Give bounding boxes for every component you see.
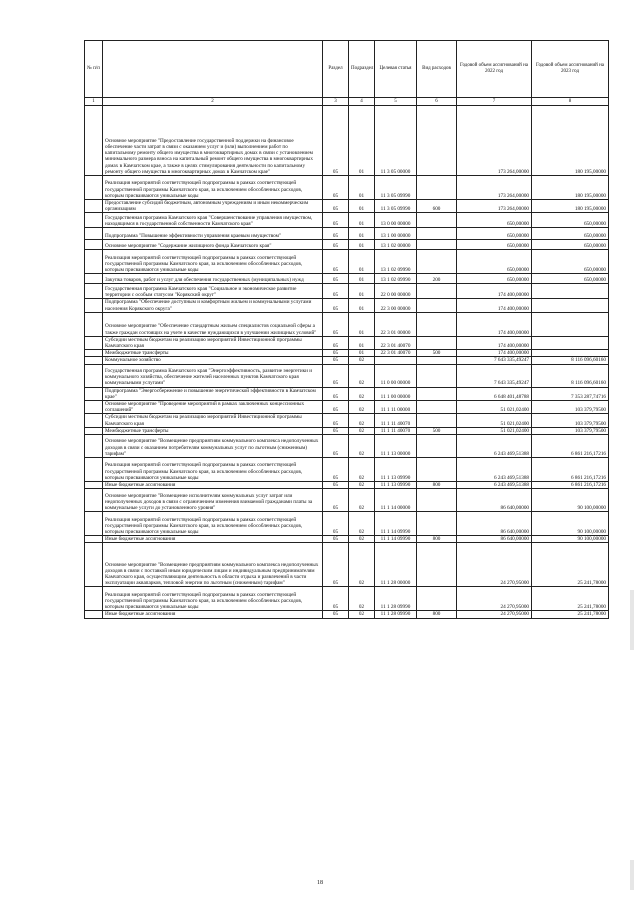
- row-name-cell: Подпрограмма "Обеспечение доступным и комфортным жильем и коммунальными услугами населения Корякского округа": [103, 299, 323, 312]
- row-vid-cell: [417, 401, 457, 414]
- row-article-cell: 11 1 11 40070: [375, 427, 417, 434]
- row-2023-cell: [532, 299, 609, 312]
- row-2023-cell: 103 379,79500: [532, 401, 609, 414]
- row-article-cell: 11 1 00 00000: [375, 387, 417, 400]
- row-razdel-cell: 05: [323, 250, 349, 274]
- row-podrazdel-cell: 01: [349, 336, 375, 349]
- row-article-cell: 11 3 05 00000: [375, 106, 417, 176]
- row-article-cell: 11 3 05 09990: [375, 176, 417, 200]
- table-row: [85, 512, 609, 536]
- row-2022-cell: 650,00000: [457, 228, 532, 240]
- row-2023-cell: 6 861 216,17216: [532, 458, 609, 482]
- table-row: [85, 228, 609, 240]
- row-number-cell: [85, 240, 103, 250]
- row-vid-cell: [417, 228, 457, 240]
- row-article-cell: 11 1 11 40070: [375, 414, 417, 427]
- row-podrazdel-cell: 02: [349, 357, 375, 364]
- row-name-cell: Межбюджетные трансферты: [103, 350, 323, 357]
- row-vid-cell: [417, 435, 457, 458]
- row-number-cell: [85, 414, 103, 427]
- table-row: [85, 611, 609, 618]
- row-vid-cell: 800: [417, 482, 457, 489]
- row-2022-cell: 174 400,00000: [457, 312, 532, 336]
- row-razdel-cell: 05: [323, 284, 349, 299]
- row-vid-cell: [417, 299, 457, 312]
- row-number-cell: [85, 512, 103, 536]
- row-2022-cell: 24 270,95000: [457, 611, 532, 618]
- row-podrazdel-cell: 02: [349, 587, 375, 611]
- row-razdel-cell: 05: [323, 176, 349, 200]
- table-row: [85, 435, 609, 458]
- row-article-cell: 11 1 13 00000: [375, 435, 417, 458]
- row-razdel-cell: 05: [323, 312, 349, 336]
- row-number-cell: [85, 312, 103, 336]
- row-razdel-cell: 05: [323, 482, 349, 489]
- row-name-cell: Реализация мероприятий соответствующей подпрограммы в рамках соответствующей государственной программы Камчатского края, за исключением обособленных расходов, которым присваиваются уникальные коды: [103, 512, 323, 536]
- row-podrazdel-cell: 01: [349, 106, 375, 176]
- row-podrazdel-cell: 01: [349, 274, 375, 284]
- row-name-cell: Государственная программа Камчатского края "Энергоэффективность, развитие энергетики и коммунального хозяйства, обеспечение жителей населенных пунктов Камчатского края коммунальными услугами": [103, 364, 323, 387]
- row-2022-cell: 174 400,00000: [457, 336, 532, 349]
- row-podrazdel-cell: 01: [349, 200, 375, 213]
- row-2023-cell: 6 861 216,17216: [532, 482, 609, 489]
- budget-table: [84, 40, 609, 619]
- row-number-cell: [85, 435, 103, 458]
- row-vid-cell: [417, 106, 457, 176]
- row-razdel-cell: 05: [323, 536, 349, 543]
- row-name-cell: Закупка товаров, работ и услуг для обеспечения государственных (муниципальных) нужд: [103, 274, 323, 284]
- row-article-cell: 11 1 14 09990: [375, 536, 417, 543]
- header-article: Целевая статья: [375, 41, 417, 98]
- row-podrazdel-cell: 02: [349, 401, 375, 414]
- row-name-cell: Субсидии местным бюджетам на реализацию мероприятий Инвестиционной программы Камчатского края: [103, 414, 323, 427]
- row-name-cell: Подпрограмма "Повышение эффективности управления краевым имуществом": [103, 228, 323, 240]
- row-2022-cell: 51 021,02400: [457, 401, 532, 414]
- row-vid-cell: [417, 489, 457, 512]
- table-row: [85, 350, 609, 357]
- row-razdel-cell: 05: [323, 427, 349, 434]
- row-vid-cell: 200: [417, 274, 457, 284]
- row-2022-cell: 6 243 469,51388: [457, 458, 532, 482]
- row-number-cell: [85, 427, 103, 434]
- row-number-cell: [85, 213, 103, 228]
- table-row: [85, 587, 609, 611]
- row-2023-cell: 103 379,79500: [532, 427, 609, 434]
- row-article-cell: 11 1 28 09990: [375, 587, 417, 611]
- row-razdel-cell: 05: [323, 512, 349, 536]
- table-body: [85, 106, 609, 619]
- row-podrazdel-cell: 01: [349, 312, 375, 336]
- row-2023-cell: 103 379,79500: [532, 414, 609, 427]
- table-row: [85, 482, 609, 489]
- table-row: [85, 299, 609, 312]
- row-podrazdel-cell: 02: [349, 489, 375, 512]
- row-name-cell: Основное мероприятие "Обеспечение стандартным жильем специалистов социальной сферы а также граждан состоящих на учете в качестве нуждающихся в улучшении жилищных условий": [103, 312, 323, 336]
- row-number-cell: [85, 106, 103, 176]
- row-razdel-cell: 05: [323, 228, 349, 240]
- table-row: [85, 536, 609, 543]
- row-article-cell: 13 1 02 00000: [375, 240, 417, 250]
- row-vid-cell: [417, 512, 457, 536]
- header-vid: Вид расходов: [417, 41, 457, 98]
- row-razdel-cell: 05: [323, 611, 349, 618]
- row-podrazdel-cell: 02: [349, 482, 375, 489]
- row-razdel-cell: 05: [323, 357, 349, 364]
- header-podrazdel: Подраздел: [349, 41, 375, 98]
- table-row: [85, 357, 609, 364]
- row-2022-cell: 6 648 401,48788: [457, 387, 532, 400]
- row-vid-cell: [417, 213, 457, 228]
- row-vid-cell: [417, 414, 457, 427]
- row-2022-cell: 174 400,00000: [457, 350, 532, 357]
- row-article-cell: 11 1 14 00000: [375, 489, 417, 512]
- row-vid-cell: [417, 387, 457, 400]
- row-name-cell: Подпрограмма "Энергосбережение и повышение энергетической эффективности в Камчатском крае": [103, 387, 323, 400]
- index-cell: 8: [532, 98, 609, 106]
- header-razdel: Раздел: [323, 41, 349, 98]
- row-article-cell: 11 0 00 00000: [375, 364, 417, 387]
- row-article-cell: 11 1 13 09990: [375, 458, 417, 482]
- row-article-cell: 13 1 02 09990: [375, 274, 417, 284]
- row-name-cell: Основное мероприятие "Проведение мероприятий в рамках заключенных концессионных соглашений": [103, 401, 323, 414]
- row-2022-cell: 173 264,00000: [457, 200, 532, 213]
- index-cell: 4: [349, 98, 375, 106]
- row-razdel-cell: 05: [323, 364, 349, 387]
- row-vid-cell: 600: [417, 200, 457, 213]
- row-2022-cell: 174 400,00000: [457, 284, 532, 299]
- row-2023-cell: 25 241,78000: [532, 611, 609, 618]
- table-row: [85, 312, 609, 336]
- table-row: [85, 200, 609, 213]
- row-podrazdel-cell: 01: [349, 250, 375, 274]
- column-index-row: [85, 98, 609, 106]
- scan-edge-mark: [630, 590, 634, 650]
- row-2023-cell: 650,00000: [532, 228, 609, 240]
- row-article-cell: 22 3 00 00000: [375, 299, 417, 312]
- row-2023-cell: [532, 336, 609, 349]
- row-razdel-cell: 05: [323, 106, 349, 176]
- table-row: [85, 543, 609, 587]
- row-podrazdel-cell: 01: [349, 176, 375, 200]
- row-2022-cell: 7 643 335,49247: [457, 357, 532, 364]
- row-vid-cell: 500: [417, 427, 457, 434]
- row-razdel-cell: 05: [323, 489, 349, 512]
- row-2023-cell: 180 195,00000: [532, 200, 609, 213]
- index-cell: 1: [85, 98, 103, 106]
- row-razdel-cell: 05: [323, 299, 349, 312]
- row-number-cell: [85, 284, 103, 299]
- row-2022-cell: 6 243 469,51388: [457, 482, 532, 489]
- row-article-cell: 13 1 02 09990: [375, 250, 417, 274]
- table-row: [85, 458, 609, 482]
- row-number-cell: [85, 458, 103, 482]
- row-article-cell: 22 0 00 00000: [375, 284, 417, 299]
- header-2023: Годовой объем ассигнований на 2023 год: [532, 41, 609, 98]
- row-2022-cell: 86 640,00000: [457, 512, 532, 536]
- row-razdel-cell: 05: [323, 587, 349, 611]
- row-2022-cell: 650,00000: [457, 240, 532, 250]
- row-name-cell: Коммунальное хозяйство: [103, 357, 323, 364]
- table-row: [85, 240, 609, 250]
- row-razdel-cell: 05: [323, 414, 349, 427]
- row-2023-cell: 180 195,00000: [532, 176, 609, 200]
- row-name-cell: Иные бюджетные ассигнования: [103, 536, 323, 543]
- row-2023-cell: 25 241,78000: [532, 587, 609, 611]
- row-number-cell: [85, 250, 103, 274]
- row-2023-cell: 90 100,00000: [532, 489, 609, 512]
- row-podrazdel-cell: 01: [349, 240, 375, 250]
- row-article-cell: 11 3 05 09990: [375, 200, 417, 213]
- row-2022-cell: 173 264,00000: [457, 106, 532, 176]
- row-name-cell: Иные бюджетные ассигнования: [103, 482, 323, 489]
- row-number-cell: [85, 364, 103, 387]
- header-row: [85, 41, 609, 98]
- row-razdel-cell: 05: [323, 274, 349, 284]
- row-vid-cell: [417, 543, 457, 587]
- row-podrazdel-cell: 01: [349, 228, 375, 240]
- row-article-cell: 11 1 28 00000: [375, 543, 417, 587]
- row-2022-cell: 650,00000: [457, 250, 532, 274]
- row-article-cell: 11 1 13 09990: [375, 482, 417, 489]
- row-razdel-cell: 05: [323, 401, 349, 414]
- row-name-cell: Основное мероприятие "Содержание жилищного фонда Камчатского края": [103, 240, 323, 250]
- row-number-cell: [85, 536, 103, 543]
- row-2022-cell: 173 264,00000: [457, 176, 532, 200]
- header-num: № п/п: [85, 41, 103, 98]
- row-number-cell: [85, 299, 103, 312]
- row-2022-cell: 650,00000: [457, 213, 532, 228]
- row-name-cell: Реализация мероприятий соответствующей подпрограммы в рамках соответствующей государственной программы Камчатского края, за исключением обособленных расходов, которым присваиваются уникальные коды: [103, 176, 323, 200]
- table-row: [85, 364, 609, 387]
- row-2023-cell: 7 353 287,74716: [532, 387, 609, 400]
- row-name-cell: Межбюджетные трансферты: [103, 427, 323, 434]
- row-podrazdel-cell: 01: [349, 284, 375, 299]
- table-row: [85, 427, 609, 434]
- row-podrazdel-cell: 02: [349, 427, 375, 434]
- table-row: [85, 336, 609, 349]
- row-vid-cell: [417, 357, 457, 364]
- row-article-cell: 22 3 01 40070: [375, 350, 417, 357]
- row-article-cell: 22 3 01 40070: [375, 336, 417, 349]
- row-2022-cell: 51 021,02400: [457, 414, 532, 427]
- row-article-cell: 22 3 01 00000: [375, 312, 417, 336]
- row-article-cell: 13 0 00 00000: [375, 213, 417, 228]
- row-vid-cell: 500: [417, 350, 457, 357]
- index-cell: 3: [323, 98, 349, 106]
- row-name-cell: Основное мероприятие "Предоставление государственной поддержки на финансовое обеспечение части затрат в связи с оказанием услуг и (или) выполнением работ по капитальному ремонту общего имущества в многоквартирных домах в связи с установлением минимального размера взноса на капитальный ремонт общего имущества в многоквартирных домах в Камчатском крае, а также в целях стимулирования деятельности по капитальному ремонту общего имущества в многоквартирных домах в Камчатском крае": [103, 106, 323, 176]
- row-vid-cell: [417, 250, 457, 274]
- row-name-cell: Государственная программа Камчатского края "Совершенствование управления имуществом, находящимся в государственной собственности Камчатского края": [103, 213, 323, 228]
- row-podrazdel-cell: 02: [349, 611, 375, 618]
- row-2023-cell: [532, 312, 609, 336]
- index-cell: 7: [457, 98, 532, 106]
- table-row: [85, 274, 609, 284]
- row-number-cell: [85, 176, 103, 200]
- index-cell: 5: [375, 98, 417, 106]
- index-cell: 2: [103, 98, 323, 106]
- row-vid-cell: [417, 458, 457, 482]
- row-2023-cell: [532, 350, 609, 357]
- header-2022: Годовой объем ассигнований на 2022 год: [457, 41, 532, 98]
- row-2022-cell: 6 243 469,51388: [457, 435, 532, 458]
- row-2022-cell: 51 021,02400: [457, 427, 532, 434]
- row-vid-cell: [417, 240, 457, 250]
- row-razdel-cell: 05: [323, 387, 349, 400]
- row-vid-cell: 800: [417, 611, 457, 618]
- row-name-cell: Основное мероприятие "Возмещение исполнителям коммунальных услуг затрат или недополученных доходов в связи с ограничением изменения взимаемой гражданами платы за коммунальные услуги до установленного уровня": [103, 489, 323, 512]
- row-2022-cell: 7 643 335,49247: [457, 364, 532, 387]
- table-row: [85, 106, 609, 176]
- row-number-cell: [85, 274, 103, 284]
- row-podrazdel-cell: 02: [349, 435, 375, 458]
- table-row: [85, 250, 609, 274]
- row-number-cell: [85, 350, 103, 357]
- header-name: [103, 41, 323, 98]
- row-podrazdel-cell: 02: [349, 414, 375, 427]
- row-number-cell: [85, 357, 103, 364]
- row-name-cell: Основное мероприятие "Возмещение предприятиям коммунального комплекса недополученных доходов в связи с поставкой иным юридическим лицам и индивидуальным предпринимателям Камчатского края, осуществляющим деятельность в области отдыха и развлечений в части эксплуатации аквапарков, тепловой энергии по льготным (сниженным) тарифам": [103, 543, 323, 587]
- index-cell: 6: [417, 98, 457, 106]
- row-2023-cell: 8 116 096,60160: [532, 364, 609, 387]
- row-2023-cell: 6 861 216,17216: [532, 435, 609, 458]
- row-2022-cell: 86 640,00000: [457, 536, 532, 543]
- row-podrazdel-cell: 02: [349, 364, 375, 387]
- row-2022-cell: 86 640,00000: [457, 489, 532, 512]
- row-name-cell: Реализация мероприятий соответствующей подпрограммы в рамках соответствующей государственной программы Камчатского края, за исключением обособленных расходов, которым присваиваются уникальные коды: [103, 458, 323, 482]
- row-podrazdel-cell: 01: [349, 350, 375, 357]
- page-number: 18: [317, 880, 323, 886]
- row-2022-cell: 24 270,95000: [457, 587, 532, 611]
- row-number-cell: [85, 387, 103, 400]
- row-2023-cell: 650,00000: [532, 213, 609, 228]
- row-number-cell: [85, 228, 103, 240]
- row-name-cell: Государственная программа Камчатского края "Социальное и экономическое развитие территории с особым статусом "Корякский округ": [103, 284, 323, 299]
- row-2023-cell: 25 241,78000: [532, 543, 609, 587]
- row-article-cell: 11 1 28 09990: [375, 611, 417, 618]
- row-2022-cell: 24 270,95000: [457, 543, 532, 587]
- row-number-cell: [85, 489, 103, 512]
- row-2023-cell: 8 116 096,60160: [532, 357, 609, 364]
- row-number-cell: [85, 401, 103, 414]
- row-number-cell: [85, 336, 103, 349]
- row-razdel-cell: 05: [323, 200, 349, 213]
- row-name-cell: Предоставление субсидий бюджетным, автономным учреждениям и иным некоммерческим организациям: [103, 200, 323, 213]
- row-article-cell: [375, 357, 417, 364]
- row-2023-cell: [532, 284, 609, 299]
- row-2023-cell: 90 100,00000: [532, 536, 609, 543]
- row-name-cell: Субсидии местным бюджетам на реализацию мероприятий Инвестиционной программы Камчатского края: [103, 336, 323, 349]
- row-number-cell: [85, 543, 103, 587]
- row-vid-cell: [417, 312, 457, 336]
- row-article-cell: 13 1 00 00000: [375, 228, 417, 240]
- row-number-cell: [85, 587, 103, 611]
- row-podrazdel-cell: 01: [349, 213, 375, 228]
- row-podrazdel-cell: 02: [349, 536, 375, 543]
- row-article-cell: 11 1 14 09990: [375, 512, 417, 536]
- row-podrazdel-cell: 02: [349, 512, 375, 536]
- row-name-cell: Основное мероприятие "Возмещение предприятиям коммунального комплекса недополученных доходов в связи с оказанием потребителям коммунальных услуг по льготным (сниженным) тарифам": [103, 435, 323, 458]
- row-razdel-cell: 05: [323, 213, 349, 228]
- row-podrazdel-cell: 02: [349, 387, 375, 400]
- row-2023-cell: 180 195,00000: [532, 106, 609, 176]
- row-2023-cell: 650,00000: [532, 240, 609, 250]
- row-number-cell: [85, 482, 103, 489]
- row-podrazdel-cell: 01: [349, 299, 375, 312]
- table-row: [85, 284, 609, 299]
- row-razdel-cell: 05: [323, 458, 349, 482]
- table-row: [85, 401, 609, 414]
- table-row: [85, 489, 609, 512]
- row-razdel-cell: 05: [323, 336, 349, 349]
- row-podrazdel-cell: 02: [349, 458, 375, 482]
- row-vid-cell: 800: [417, 536, 457, 543]
- table-row: [85, 176, 609, 200]
- row-name-cell: Реализация мероприятий соответствующей подпрограммы в рамках соответствующей государственной программы Камчатского края, за исключением обособленных расходов, которым присваиваются уникальные коды: [103, 587, 323, 611]
- row-vid-cell: [417, 336, 457, 349]
- row-razdel-cell: 05: [323, 543, 349, 587]
- row-vid-cell: [417, 284, 457, 299]
- row-razdel-cell: 05: [323, 435, 349, 458]
- row-vid-cell: [417, 364, 457, 387]
- row-number-cell: [85, 200, 103, 213]
- row-number-cell: [85, 611, 103, 618]
- table-row: [85, 387, 609, 400]
- row-name-cell: Иные бюджетные ассигнования: [103, 611, 323, 618]
- scan-edge-mark: [630, 860, 634, 890]
- row-2022-cell: 650,00000: [457, 274, 532, 284]
- row-2023-cell: 90 100,00000: [532, 512, 609, 536]
- row-vid-cell: [417, 587, 457, 611]
- row-razdel-cell: 05: [323, 350, 349, 357]
- row-razdel-cell: 05: [323, 240, 349, 250]
- row-2023-cell: 650,00000: [532, 274, 609, 284]
- table-row: [85, 414, 609, 427]
- row-name-cell: Реализация мероприятий соответствующей подпрограммы в рамках соответствующей государственной программы Камчатского края, за исключением обособленных расходов, которым присваиваются уникальные коды: [103, 250, 323, 274]
- row-article-cell: 11 1 11 00000: [375, 401, 417, 414]
- table-row: [85, 213, 609, 228]
- row-2023-cell: 650,00000: [532, 250, 609, 274]
- row-podrazdel-cell: 02: [349, 543, 375, 587]
- row-2022-cell: 174 400,00000: [457, 299, 532, 312]
- row-vid-cell: [417, 176, 457, 200]
